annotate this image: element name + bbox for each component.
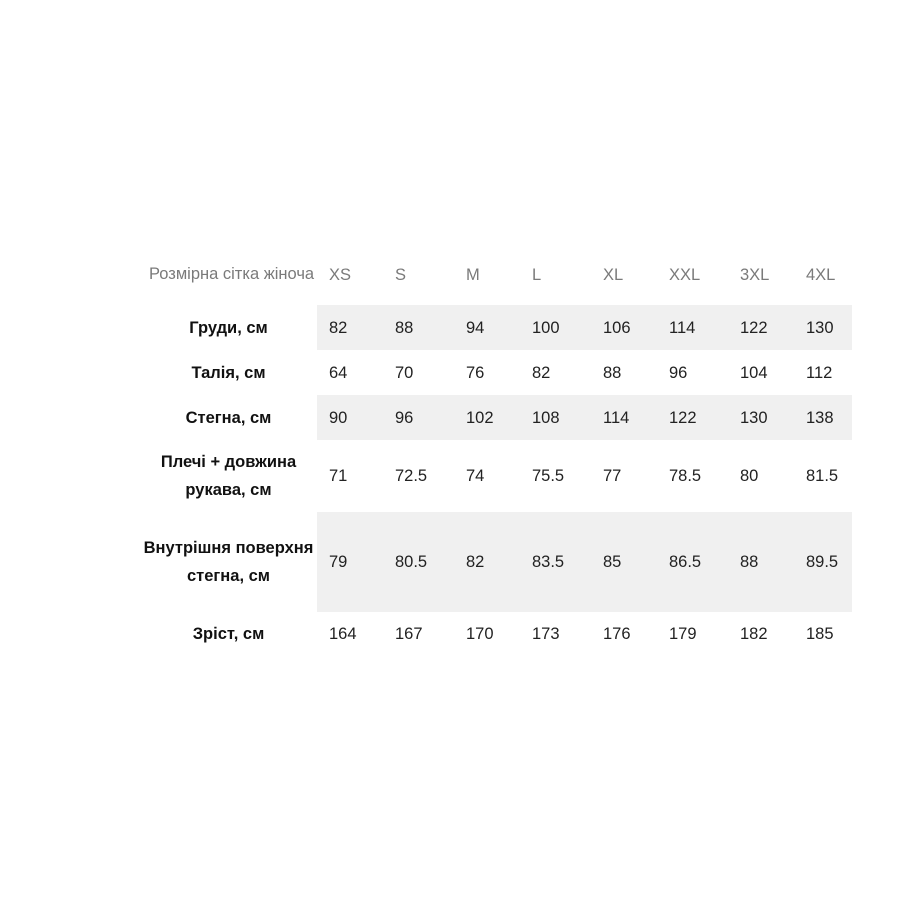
table-cell: 167 [395, 625, 423, 643]
table-cell: 74 [466, 467, 485, 485]
table-cell: 173 [532, 625, 560, 643]
table-cell: 88 [603, 363, 622, 382]
table-cell: 122 [728, 305, 794, 350]
table-cell: 114 [591, 395, 657, 440]
table-cell: 83.5 [520, 512, 591, 612]
table-cell: 79 [317, 512, 383, 612]
size-header: S [395, 266, 407, 284]
table-cell: 90 [317, 395, 383, 440]
row-label: Стегна, см [185, 408, 272, 427]
table-cell: 130 [728, 395, 794, 440]
table-cell: 88 [383, 305, 454, 350]
table-cell: 81.5 [806, 467, 839, 485]
table-cell: 164 [329, 625, 357, 643]
size-header: 3XL [740, 266, 770, 284]
table-cell: 64 [329, 363, 348, 382]
row-label: Плечі + довжина рукава, см [160, 453, 297, 499]
table-cell: 80 [740, 467, 759, 485]
table-cell: 179 [669, 625, 697, 643]
table-cell: 138 [794, 395, 852, 440]
table-row [140, 612, 852, 656]
table-cell: 86.5 [657, 512, 728, 612]
table-cell: 170 [466, 625, 494, 643]
size-header: M [466, 266, 480, 284]
row-label: Груди, см [189, 318, 268, 337]
table-cell: 88 [728, 512, 794, 612]
table-cell: 104 [740, 363, 768, 382]
table-cell: 112 [806, 363, 833, 382]
size-header: XXL [669, 266, 701, 284]
table-row [140, 395, 852, 440]
table-cell: 75.5 [532, 467, 565, 485]
table-cell: 108 [520, 395, 591, 440]
table-cell: 94 [454, 305, 520, 350]
size-header: L [532, 266, 542, 284]
table-row [140, 305, 852, 350]
table-cell: 100 [520, 305, 591, 350]
table-cell: 114 [657, 305, 728, 350]
table-caption: Розмірна сітка жіноча [149, 265, 315, 283]
row-label: Зріст, см [192, 625, 265, 643]
table-cell: 82 [532, 363, 551, 382]
table-cell: 77 [603, 467, 622, 485]
table-cell: 96 [669, 363, 688, 382]
table-cell: 80.5 [383, 512, 454, 612]
row-label: Талія, см [191, 363, 266, 382]
table-cell: 72.5 [395, 467, 428, 485]
table-cell: 89.5 [794, 512, 852, 612]
size-chart-table [140, 245, 852, 656]
table-cell: 70 [395, 363, 414, 382]
table-cell: 71 [329, 467, 348, 485]
table-cell: 85 [591, 512, 657, 612]
table-cell: 185 [806, 625, 834, 643]
table-row [140, 512, 852, 612]
size-header: XS [329, 266, 352, 284]
table-cell: 176 [603, 625, 631, 643]
table-cell: 106 [591, 305, 657, 350]
table-cell: 130 [794, 305, 852, 350]
table-cell: 82 [454, 512, 520, 612]
row-label: Внутрішня поверхня стегна, см [143, 539, 314, 585]
size-header: 4XL [806, 266, 836, 284]
table-row [140, 350, 852, 395]
table-cell: 76 [466, 363, 485, 382]
table-cell: 102 [454, 395, 520, 440]
table-cell: 96 [383, 395, 454, 440]
table-cell: 82 [317, 305, 383, 350]
table-cell: 122 [657, 395, 728, 440]
size-header: XL [603, 266, 624, 284]
size-header-row [140, 245, 852, 305]
table-cell: 78.5 [669, 467, 702, 485]
table-cell: 182 [740, 625, 768, 643]
table-row [140, 440, 852, 512]
